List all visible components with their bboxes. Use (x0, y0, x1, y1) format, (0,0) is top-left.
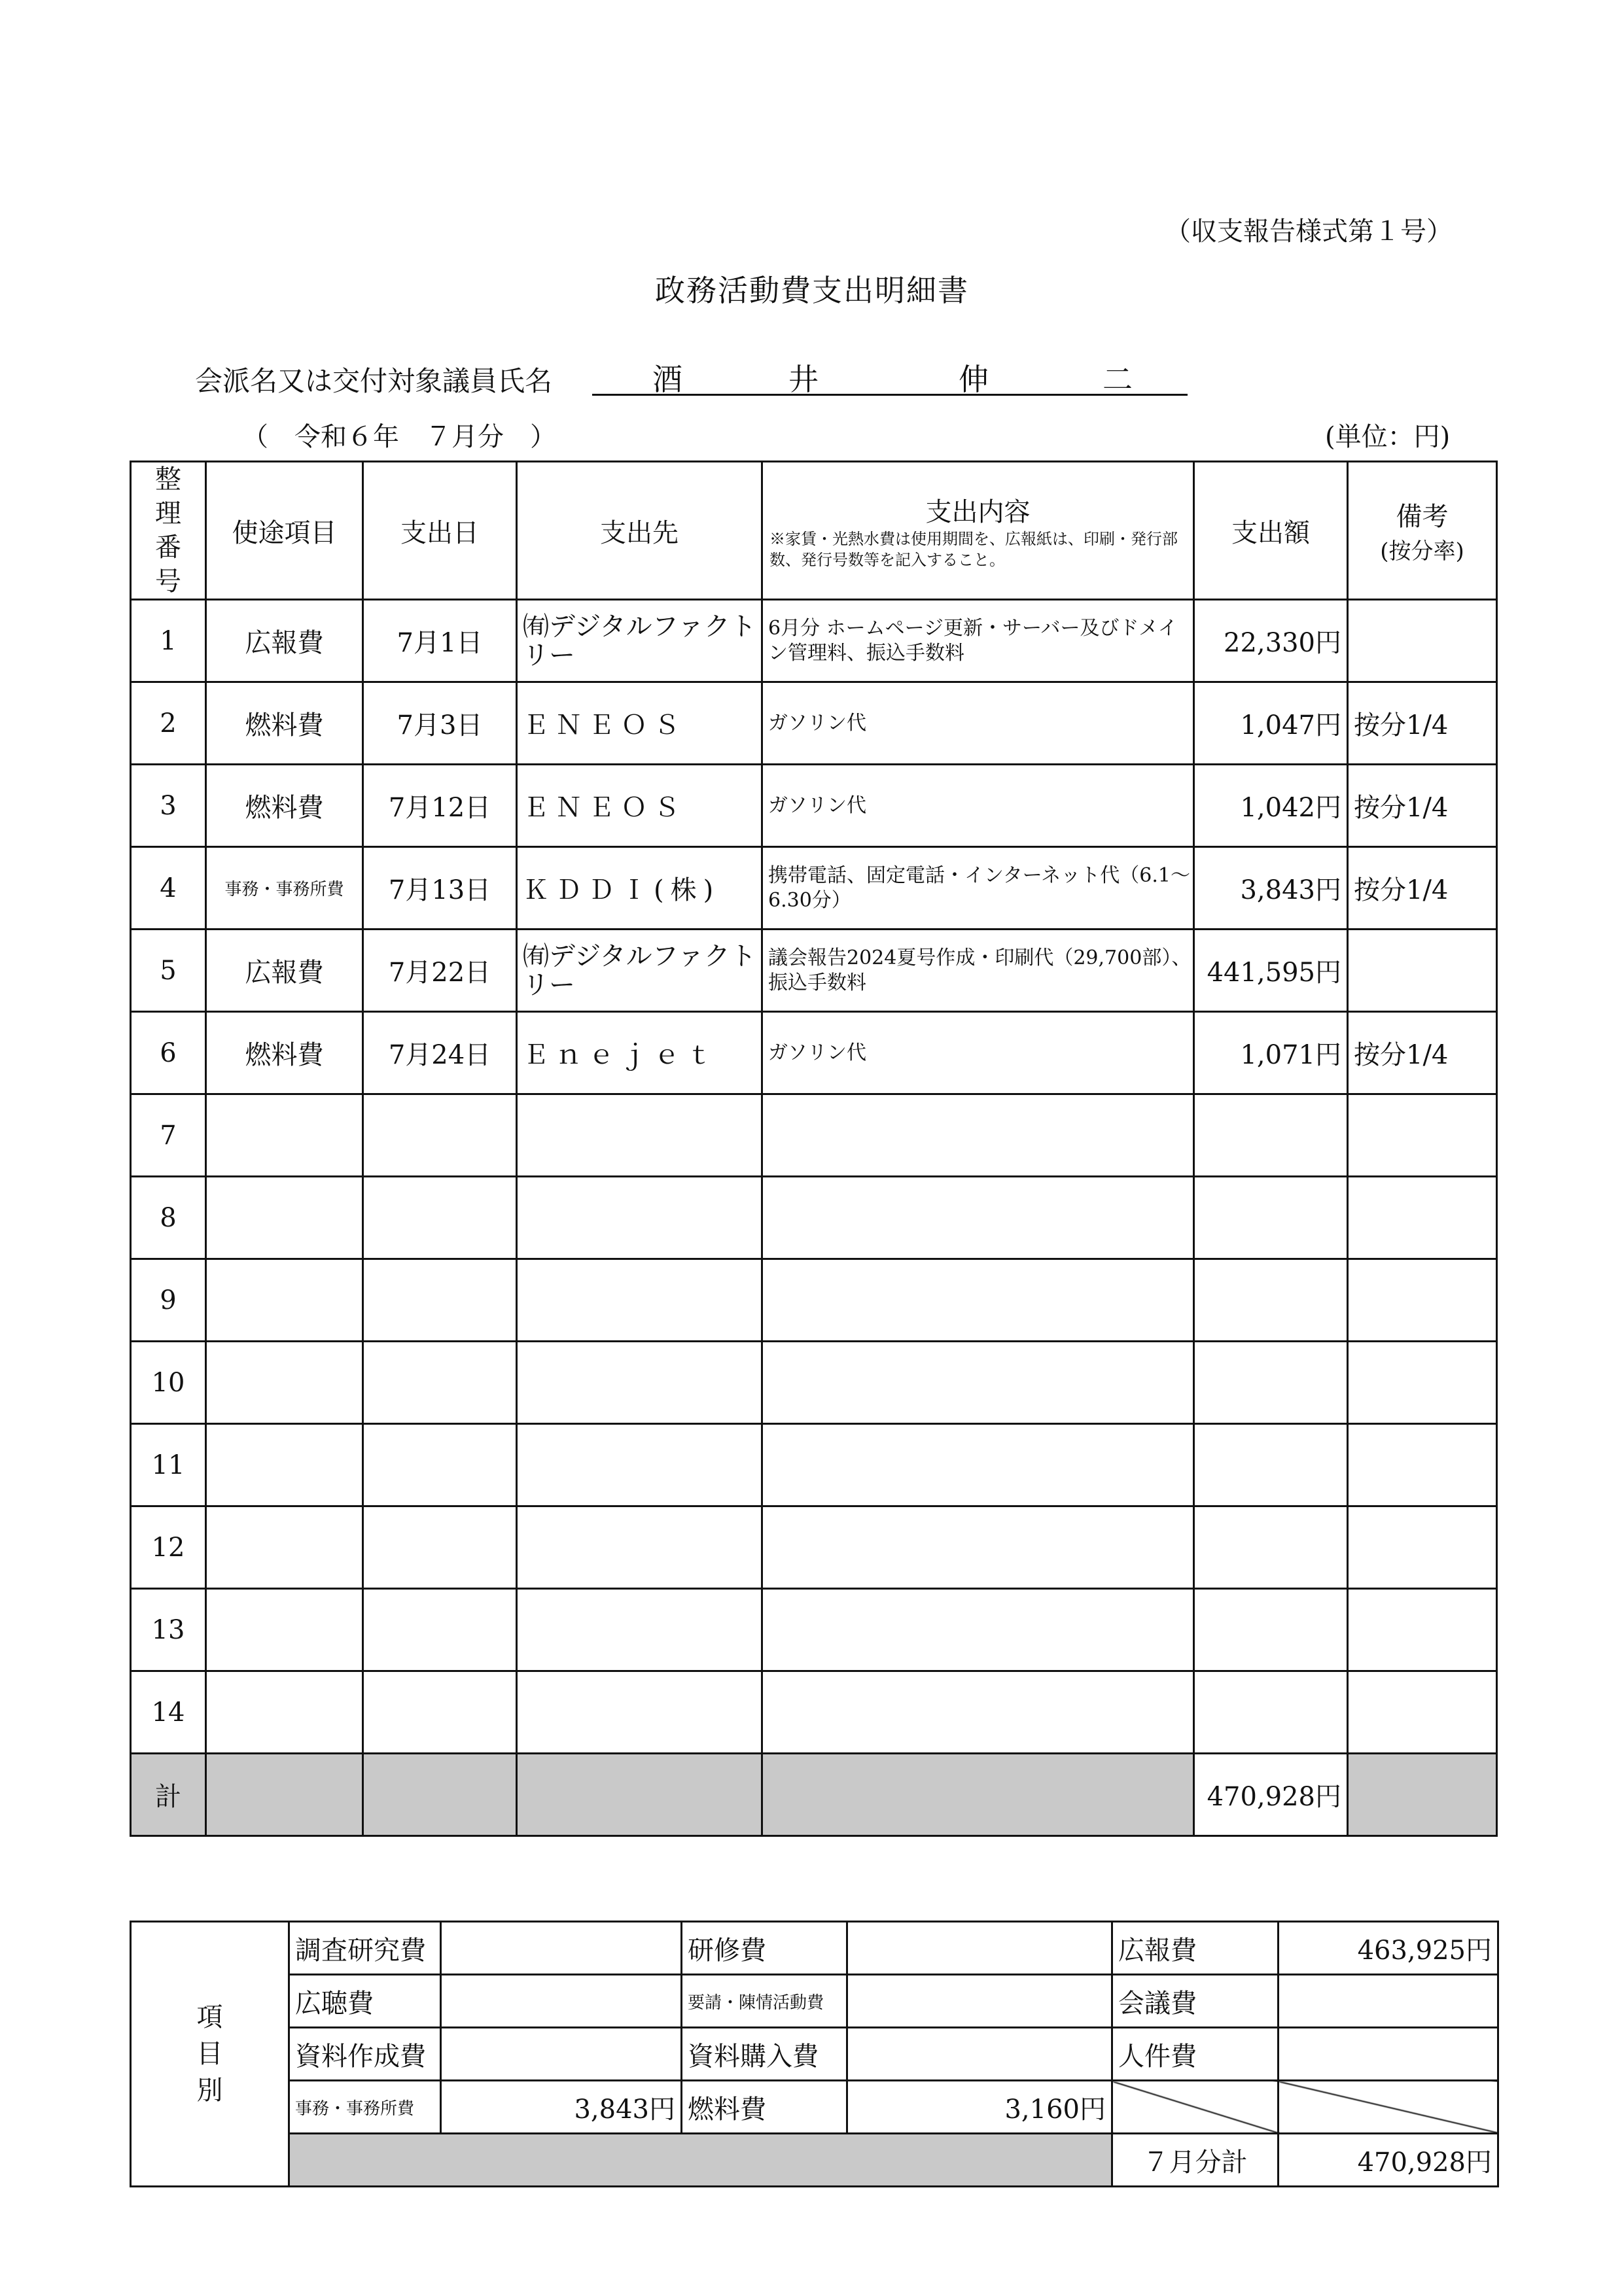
header-number: 整理番号 (131, 462, 206, 600)
header-remarks (1348, 462, 1497, 600)
row-number: 8 (131, 1177, 206, 1259)
table-row (131, 1424, 1497, 1506)
row-category (206, 1506, 363, 1589)
total-empty-cell (517, 1754, 762, 1836)
summary-item-label: 事務・事務所費 (289, 2081, 441, 2134)
table-row (131, 682, 1497, 765)
row-date: 7月3日 (363, 682, 517, 765)
total-amount: 470,928円 (1194, 1754, 1348, 1836)
row-content (762, 1177, 1194, 1259)
table-row (131, 600, 1497, 682)
row-content: 携帯電話、固定電話・インターネット代（6.1～6.30分） (762, 847, 1194, 930)
total-empty-cell (363, 1754, 517, 1836)
row-amount (1194, 1506, 1348, 1589)
summary-item-label: 研修費 (682, 1922, 847, 1975)
row-payee (517, 1259, 762, 1342)
row-category (206, 1094, 363, 1177)
month-total-value: 470,928円 (1279, 2134, 1498, 2187)
row-remarks (1348, 1671, 1497, 1754)
month-total-label: ７月分計 (1112, 2134, 1279, 2187)
row-remarks (1348, 1424, 1497, 1506)
total-empty-cell (762, 1754, 1194, 1836)
row-date: 7月13日 (363, 847, 517, 930)
expense-table (130, 461, 1498, 1837)
row-date (363, 1342, 517, 1424)
row-category (206, 1671, 363, 1754)
header-payee: 支出先 (517, 462, 762, 600)
row-number: 14 (131, 1671, 206, 1754)
summary-item-label: 要請・陳情活動費 (682, 1975, 847, 2028)
row-date: 7月12日 (363, 765, 517, 847)
table-row (131, 930, 1497, 1012)
row-amount: 1,047円 (1194, 682, 1348, 765)
row-number: 4 (131, 847, 206, 930)
row-category (206, 1259, 363, 1342)
summary-item-value (847, 1975, 1112, 2028)
row-remarks (1348, 1589, 1497, 1671)
row-content (762, 1342, 1194, 1424)
summary-slashed-cell (1112, 2081, 1279, 2134)
total-row (131, 1754, 1497, 1836)
table-header-row (131, 462, 1497, 600)
summary-item-value: 3,843円 (441, 2081, 682, 2134)
summary-item-label: 人件費 (1112, 2028, 1279, 2081)
row-payee: ＥＮＥＯＳ (517, 765, 762, 847)
total-empty-cell (1348, 1754, 1497, 1836)
row-amount (1194, 1424, 1348, 1506)
row-remarks: 按分1/4 (1348, 1012, 1497, 1094)
row-date (363, 1094, 517, 1177)
row-content: 議会報告2024夏号作成・印刷代（29,700部）、振込手数料 (762, 930, 1194, 1012)
row-content: ガソリン代 (762, 682, 1194, 765)
row-amount (1194, 1259, 1348, 1342)
table-row (131, 1177, 1497, 1259)
summary-item-value: 3,160円 (847, 2081, 1112, 2134)
summary-item-value (441, 1922, 682, 1975)
row-amount (1194, 1094, 1348, 1177)
row-payee: ㈲デジタルファクトリー (517, 600, 762, 682)
row-amount: 1,071円 (1194, 1012, 1348, 1094)
header-content-note: ※家賃・光熱水費は使用期間を、広報紙は、印刷・発行部数、発行号数等を記入すること。 (769, 529, 1178, 569)
header-amount: 支出額 (1194, 462, 1348, 600)
row-remarks (1348, 1259, 1497, 1342)
summary-item-value (441, 2028, 682, 2081)
summary-item-label: 資料購入費 (682, 2028, 847, 2081)
summary-row (131, 2081, 1498, 2134)
table-row (131, 1506, 1497, 1589)
row-category: 燃料費 (206, 1012, 363, 1094)
row-payee (517, 1177, 762, 1259)
summary-item-value (847, 2028, 1112, 2081)
header-date: 支出日 (363, 462, 517, 600)
row-content (762, 1259, 1194, 1342)
row-number: 1 (131, 600, 206, 682)
row-date (363, 1671, 517, 1754)
member-name-char: 酒 (652, 362, 682, 397)
row-payee: ＥＮＥＯＳ (517, 682, 762, 765)
row-payee: ㈲デジタルファクトリー (517, 930, 762, 1012)
row-date (363, 1506, 517, 1589)
row-number: 3 (131, 765, 206, 847)
row-date: 7月1日 (363, 600, 517, 682)
row-payee (517, 1589, 762, 1671)
summary-item-value (1279, 1975, 1498, 2028)
row-category (206, 1342, 363, 1424)
row-remarks (1348, 1177, 1497, 1259)
summary-grey-cell (289, 2134, 1112, 2187)
row-category: 燃料費 (206, 765, 363, 847)
summary-side-label (131, 1922, 289, 2187)
row-number: 6 (131, 1012, 206, 1094)
row-date (363, 1589, 517, 1671)
row-number: 2 (131, 682, 206, 765)
row-content (762, 1506, 1194, 1589)
summary-item-label: 広報費 (1112, 1922, 1279, 1975)
row-number: 11 (131, 1424, 206, 1506)
header-content (762, 462, 1194, 600)
summary-item-label: 調査研究費 (289, 1922, 441, 1975)
row-date: 7月22日 (363, 930, 517, 1012)
row-payee (517, 1424, 762, 1506)
category-summary-table (130, 1921, 1499, 2187)
summary-slashed-cell (1279, 2081, 1498, 2134)
row-amount: 1,042円 (1194, 765, 1348, 847)
table-row (131, 1259, 1497, 1342)
row-content (762, 1589, 1194, 1671)
row-remarks: 按分1/4 (1348, 682, 1497, 765)
row-number: 12 (131, 1506, 206, 1589)
period: （ 令和６年 ７月分 ） (242, 422, 556, 452)
row-number: 7 (131, 1094, 206, 1177)
row-content: ガソリン代 (762, 1012, 1194, 1094)
summary-total-row (131, 2134, 1498, 2187)
summary-item-value (441, 1975, 682, 2028)
row-number: 13 (131, 1589, 206, 1671)
member-name-char: 井 (788, 362, 819, 397)
header-content-title: 支出内容 (925, 496, 1031, 527)
document-title: 政務活動費支出明細書 (655, 273, 969, 308)
row-amount (1194, 1177, 1348, 1259)
row-remarks: 按分1/4 (1348, 765, 1497, 847)
row-content (762, 1424, 1194, 1506)
row-remarks (1348, 1506, 1497, 1589)
table-row (131, 1094, 1497, 1177)
summary-item-value (847, 1922, 1112, 1975)
row-category (206, 1424, 363, 1506)
table-row (131, 1012, 1497, 1094)
table-row (131, 765, 1497, 847)
form-number: （収支報告様式第１号） (1165, 217, 1453, 247)
row-date (363, 1424, 517, 1506)
row-category: 事務・事務所費 (206, 847, 363, 930)
row-date (363, 1177, 517, 1259)
row-remarks: 按分1/4 (1348, 847, 1497, 930)
row-payee: Ｅｎｅｊｅｔ (517, 1012, 762, 1094)
row-number: 10 (131, 1342, 206, 1424)
table-row (131, 1671, 1497, 1754)
summary-item-label: 広聴費 (289, 1975, 441, 2028)
unit-label: (単位：円) (1325, 422, 1451, 452)
row-amount: 22,330円 (1194, 600, 1348, 682)
row-date: 7月24日 (363, 1012, 517, 1094)
row-remarks (1348, 1094, 1497, 1177)
row-category: 広報費 (206, 600, 363, 682)
row-date (363, 1259, 517, 1342)
member-name-char: 伸 (959, 362, 989, 397)
row-category: 燃料費 (206, 682, 363, 765)
summary-item-value (1279, 2028, 1498, 2081)
row-payee: ＫＤＤＩ(株) (517, 847, 762, 930)
row-amount (1194, 1589, 1348, 1671)
row-payee (517, 1671, 762, 1754)
summary-item-label: 会議費 (1112, 1975, 1279, 2028)
row-amount (1194, 1342, 1348, 1424)
member-name-field (592, 356, 1188, 396)
header-remarks-title: 備考 (1396, 502, 1449, 532)
header-remarks-sub: (按分率) (1380, 538, 1464, 565)
summary-side-label-text: 項目別 (196, 2002, 223, 2106)
row-remarks (1348, 930, 1497, 1012)
row-amount (1194, 1671, 1348, 1754)
table-row (131, 1589, 1497, 1671)
row-payee (517, 1506, 762, 1589)
row-category (206, 1177, 363, 1259)
row-content (762, 1094, 1194, 1177)
row-payee (517, 1342, 762, 1424)
summary-row (131, 1922, 1498, 1975)
summary-row (131, 2028, 1498, 2081)
summary-row (131, 1975, 1498, 2028)
summary-item-value: 463,925円 (1279, 1922, 1498, 1975)
row-category (206, 1589, 363, 1671)
row-content: 6月分 ホームページ更新・サーバー及びドメイン管理料、振込手数料 (762, 600, 1194, 682)
row-category: 広報費 (206, 930, 363, 1012)
row-amount: 441,595円 (1194, 930, 1348, 1012)
row-remarks (1348, 1342, 1497, 1424)
row-number: 5 (131, 930, 206, 1012)
header-category: 使途項目 (206, 462, 363, 600)
row-remarks (1348, 600, 1497, 682)
row-content (762, 1671, 1194, 1754)
table-row (131, 1342, 1497, 1424)
total-empty-cell (206, 1754, 363, 1836)
row-amount: 3,843円 (1194, 847, 1348, 930)
summary-item-label: 燃料費 (682, 2081, 847, 2134)
row-number: 9 (131, 1259, 206, 1342)
row-content: ガソリン代 (762, 765, 1194, 847)
total-label: 計 (131, 1754, 206, 1836)
summary-item-label: 資料作成費 (289, 2028, 441, 2081)
name-label: 会派名又は交付対象議員氏名 (195, 365, 553, 397)
row-payee (517, 1094, 762, 1177)
table-row (131, 847, 1497, 930)
member-name-char: 二 (1103, 362, 1133, 397)
